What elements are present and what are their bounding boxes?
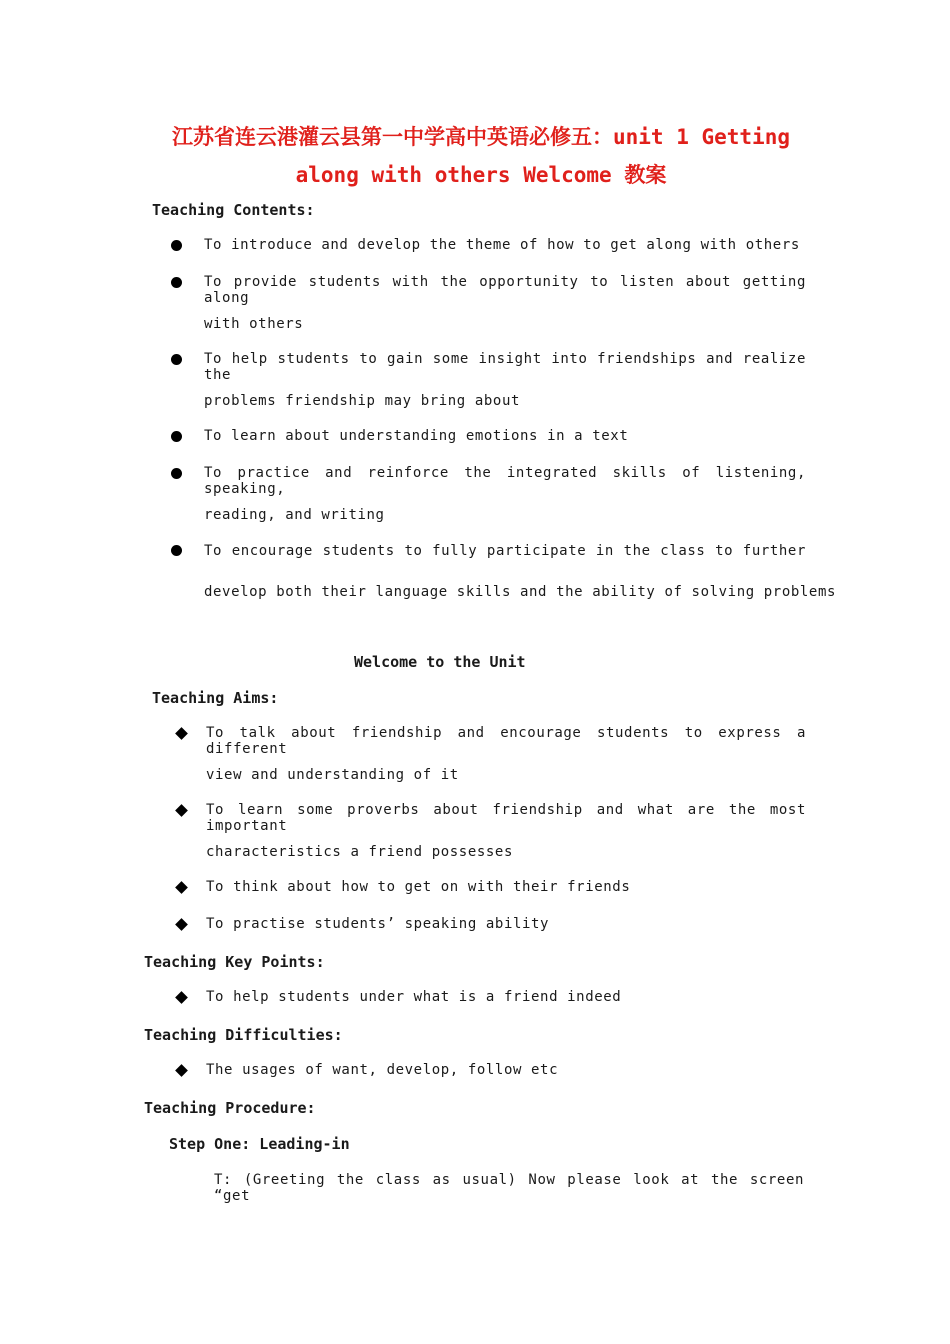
procedure-step-one: Step One: Leading-in	[169, 1135, 350, 1153]
aim-item-2: To learn some proverbs about friendship and what are the most important	[206, 802, 806, 834]
content-item-6-cont: develop both their language skills and the ability of solving problems	[204, 584, 837, 600]
aim-item-4: To practise students’ speaking ability	[206, 916, 550, 932]
bullet-diamond-icon	[175, 804, 188, 817]
content-item-3-cont: problems friendship may bring about	[204, 393, 521, 409]
key-points-heading: Teaching Key Points:	[144, 953, 325, 971]
content-item-4: To learn about understanding emotions in a text	[204, 428, 629, 444]
teaching-contents-heading: Teaching Contents:	[152, 201, 315, 219]
procedure-heading: Teaching Procedure:	[144, 1099, 316, 1117]
bullet-diamond-icon	[175, 881, 188, 894]
content-item-2-cont: with others	[204, 316, 304, 332]
bullet-dot-icon	[171, 240, 182, 251]
doc-title-line1: 江苏省连云港灌云县第一中学高中英语必修五：unit 1 Getting	[171, 125, 790, 149]
bullet-dot-icon	[171, 431, 182, 442]
content-item-3: To help students to gain some insight into friendships and realize the	[204, 351, 806, 383]
bullet-diamond-icon	[175, 918, 188, 931]
content-item-2: To provide students with the opportunity to listen about getting along	[204, 274, 806, 306]
bullet-dot-icon	[171, 354, 182, 365]
bullet-diamond-icon	[175, 991, 188, 1004]
aim-item-3: To think about how to get on with their friends	[206, 879, 631, 895]
bullet-diamond-icon	[175, 727, 188, 740]
doc-title-line2: along with others Welcome 教案	[295, 163, 667, 187]
aim-item-2-cont: characteristics a friend possesses	[206, 844, 513, 860]
content-item-1: To introduce and develop the theme of how to get along with others	[204, 237, 800, 253]
section-title: Welcome to the Unit	[354, 653, 526, 671]
aim-item-1-cont: view and understanding of it	[206, 767, 459, 783]
content-item-5: To practice and reinforce the integrated skills of listening, speaking,	[204, 465, 806, 497]
procedure-text: T: (Greeting the class as usual) Now please look at the screen “get	[214, 1172, 804, 1204]
key-point-item-1: To help students under what is a friend indeed	[206, 989, 622, 1005]
difficulty-item-1: The usages of want, develop, follow etc	[206, 1062, 559, 1078]
aim-item-1: To talk about friendship and encourage students to express a different	[206, 725, 806, 757]
bullet-dot-icon	[171, 468, 182, 479]
bullet-diamond-icon	[175, 1064, 188, 1077]
bullet-dot-icon	[171, 545, 182, 556]
content-item-6: To encourage students to fully participate in the class to further	[204, 543, 806, 559]
difficulties-heading: Teaching Difficulties:	[144, 1026, 343, 1044]
bullet-dot-icon	[171, 277, 182, 288]
teaching-aims-heading: Teaching Aims:	[152, 689, 279, 707]
content-item-5-cont: reading, and writing	[204, 507, 385, 523]
